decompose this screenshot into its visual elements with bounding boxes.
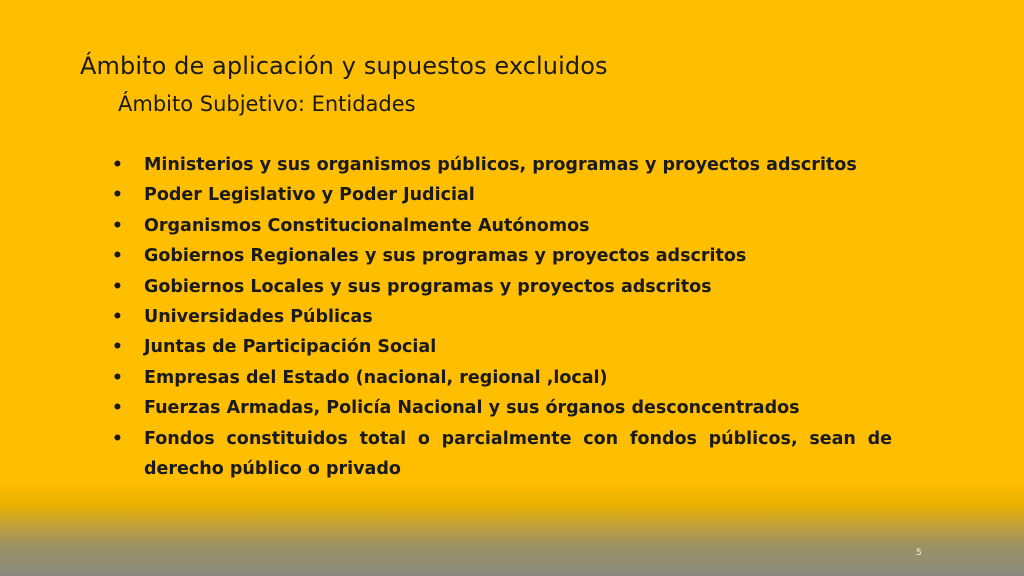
bullet-icon: •: [112, 246, 123, 267]
bullet-item: [112, 393, 892, 423]
bullet-text: Empresas del Estado (nacional, regional ,local): [144, 367, 608, 388]
bullet-icon: •: [112, 215, 123, 236]
bullet-icon: •: [112, 185, 123, 206]
bullet-item: [112, 211, 892, 241]
bullet-item: [112, 363, 892, 393]
bullet-text: Gobiernos Locales y sus programas y proyectos adscritos: [144, 276, 712, 297]
bullet-text: Fondos constituidos total o parcialmente con fondos públicos, sean de derecho público o privado: [144, 428, 892, 480]
bullet-item: [112, 180, 892, 210]
bullet-icon: •: [112, 307, 123, 328]
bullet-text: Fuerzas Armadas, Policía Nacional y sus órganos desconcentrados: [144, 398, 800, 419]
bullet-list: [112, 150, 892, 484]
page-number: 5: [916, 548, 922, 558]
bullet-item: [112, 272, 892, 302]
bullet-icon: •: [112, 337, 123, 358]
bullet-item: [112, 424, 892, 485]
bullet-icon: •: [112, 367, 123, 388]
slide-subtitle: Ámbito Subjetivo: Entidades: [118, 92, 416, 116]
bullet-icon: •: [112, 276, 123, 297]
bullet-icon: •: [112, 428, 123, 449]
bullet-text: Universidades Públicas: [144, 307, 373, 328]
bullet-item: [112, 302, 892, 332]
bullet-text: Ministerios y sus organismos públicos, programas y proyectos adscritos: [144, 155, 857, 175]
bullet-icon: •: [112, 155, 123, 175]
slide-title: Ámbito de aplicación y supuestos excluidos: [80, 52, 608, 80]
bullet-text: Organismos Constitucionalmente Autónomos: [144, 215, 590, 236]
bullet-item: [112, 150, 892, 180]
bullet-text: Juntas de Participación Social: [144, 337, 437, 358]
bullet-icon: •: [112, 398, 123, 419]
bullet-item: [112, 332, 892, 362]
bullet-text: Gobiernos Regionales y sus programas y proyectos adscritos: [144, 246, 747, 267]
bullet-text: Poder Legislativo y Poder Judicial: [144, 185, 475, 206]
bullet-item: [112, 241, 892, 271]
